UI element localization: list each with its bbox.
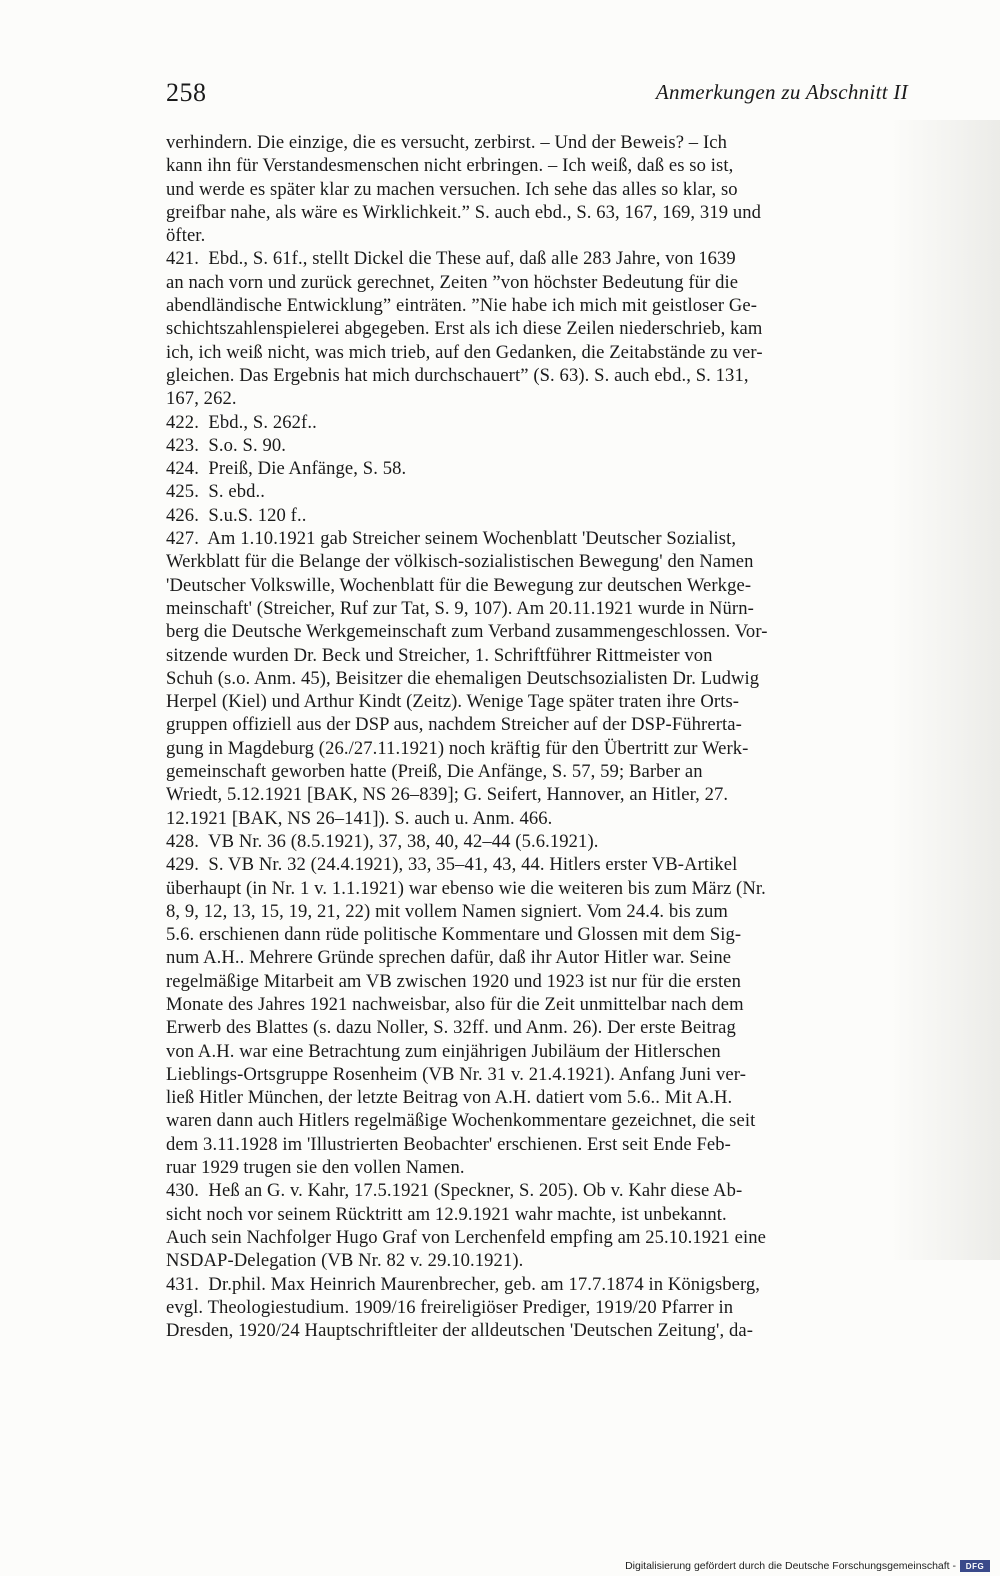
text-line: 429. S. VB Nr. 32 (24.4.1921), 33, 35–41, 43, 44. Hitlers erster VB-Artikel bbox=[166, 854, 738, 876]
text-line: Schuh (s.o. Anm. 45), Beisitzer die ehemaligen Deutschsozialisten Dr. Ludwig bbox=[166, 667, 760, 689]
text-line: ließ Hitler München, der letzte Beitrag von A.H. datiert vom 5.6.. Mit A.H. bbox=[166, 1087, 733, 1109]
dfg-logo: DFG bbox=[960, 1560, 990, 1572]
text-line: 424. Preiß, Die Anfänge, S. 58. bbox=[166, 458, 407, 480]
text-line: und werde es später klar zu machen versuchen. Ich sehe das alles so klar, so bbox=[166, 178, 738, 200]
text-line: Monate des Jahres 1921 nachweisbar, also für die Zeit unmittelbar nach dem bbox=[166, 993, 744, 1015]
text-line: 12.1921 [BAK, NS 26–141]). S. auch u. Anm. 466. bbox=[166, 807, 553, 829]
page-number: 258 bbox=[166, 78, 207, 107]
text-line: Erwerb des Blattes (s. dazu Noller, S. 32ff. und Anm. 26). Der erste Beitrag bbox=[166, 1017, 736, 1039]
text-line: 425. S. ebd.. bbox=[166, 481, 266, 503]
text-line: 428. VB Nr. 36 (8.5.1921), 37, 38, 40, 42–44 (5.6.1921). bbox=[166, 830, 599, 852]
text-line: Herpel (Kiel) und Arthur Kindt (Zeitz). Wenige Tage später traten ihre Orts- bbox=[166, 691, 740, 713]
text-line: sicht noch vor seinem Rücktritt am 12.9.1921 wahr machte, ist unbekannt. bbox=[166, 1203, 727, 1225]
text-line: 427. Am 1.10.1921 gab Streicher seinem Wochenblatt 'Deutscher Sozialist, bbox=[166, 528, 737, 550]
credit-text: Digitalisierung gefördert durch die Deutsche Forschungsgemeinschaft - bbox=[625, 1560, 956, 1572]
text-line: 421. Ebd., S. 61f., stellt Dickel die These auf, daß alle 283 Jahre, von 1639 bbox=[166, 248, 736, 270]
text-line: dem 3.11.1928 im 'Illustrierten Beobachter' erschienen. Erst seit Ende Feb- bbox=[166, 1133, 731, 1155]
text-line: regelmäßige Mitarbeit am VB zwischen 1920 und 1923 ist nur für die ersten bbox=[166, 970, 741, 992]
text-line: 426. S.u.S. 120 f.. bbox=[166, 504, 307, 526]
footer-credit bbox=[625, 1560, 990, 1572]
text-line: 8, 9, 12, 13, 15, 19, 21, 22) mit vollem Namen signiert. Vom 24.4. bis zum bbox=[166, 900, 728, 922]
text-line: kann ihn für Verstandesmenschen nicht erbringen. – Ich weiß, daß es so ist, bbox=[166, 155, 734, 177]
text-line: öfter. bbox=[166, 225, 206, 247]
text-line: überhaupt (in Nr. 1 v. 1.1.1921) war ebenso wie die weiteren bis zum März (Nr. bbox=[166, 877, 766, 899]
text-line: 431. Dr.phil. Max Heinrich Maurenbrecher, geb. am 17.7.1874 in Königsberg, bbox=[166, 1273, 761, 1295]
text-line: sitzende wurden Dr. Beck und Streicher, 1. Schriftführer Rittmeister von bbox=[166, 644, 713, 666]
text-line: verhindern. Die einzige, die es versucht, zerbirst. – Und der Beweis? – Ich bbox=[166, 132, 727, 153]
text-line: von A.H. war eine Betrachtung zum einjährigen Jubiläum der Hitlerschen bbox=[166, 1040, 721, 1062]
text-line: waren dann auch Hitlers regelmäßige Wochenkommentare gezeichnet, die seit bbox=[166, 1110, 756, 1132]
text-line: abendländische Entwicklung” einträten. ”Nie habe ich mich mit geistloser Ge- bbox=[166, 295, 758, 317]
text-line: schichtszahlenspielerei abgegeben. Erst als ich diese Zeilen niederschrieb, kam bbox=[166, 318, 763, 340]
text-line: 5.6. erschienen dann rüde politische Kommentare und Glossen mit dem Sig- bbox=[166, 924, 742, 946]
text-line: gruppen offiziell aus der DSP aus, nachdem Streicher auf der DSP-Führerta- bbox=[166, 714, 742, 736]
text-line: greifbar nahe, als wäre es Wirklichkeit.” S. auch ebd., S. 63, 167, 169, 319 und bbox=[166, 201, 762, 223]
text-line: 423. S.o. S. 90. bbox=[166, 434, 286, 456]
text-line: gemeinschaft geworben hatte (Preiß, Die Anfänge, S. 57, 59; Barber an bbox=[166, 761, 703, 783]
text-line: berg die Deutsche Werkgemeinschaft zum Verband zusammengeschlossen. Vor- bbox=[166, 621, 768, 643]
notes-body bbox=[166, 131, 908, 1342]
text-line: 430. Heß an G. v. Kahr, 17.5.1921 (Speckner, S. 205). Ob v. Kahr diese Ab- bbox=[166, 1180, 743, 1202]
text-line: ruar 1929 trugen sie den vollen Namen. bbox=[166, 1157, 465, 1179]
text-line: an nach vorn und zurück gerechnet, Zeiten ”von höchster Bedeutung für die bbox=[166, 271, 739, 293]
text-line: gleichen. Das Ergebnis hat mich durchschauert” (S. 63). S. auch ebd., S. 131, bbox=[166, 364, 749, 386]
text-line: num A.H.. Mehrere Gründe sprechen dafür, daß ihr Autor Hitler war. Seine bbox=[166, 947, 732, 969]
text-line: ich, ich weiß nicht, was mich trieb, auf den Gedanken, die Zeitabstände zu ver- bbox=[166, 341, 763, 363]
text-line: Dresden, 1920/24 Hauptschriftleiter der alldeutschen 'Deutschen Zeitung', da- bbox=[166, 1320, 754, 1342]
text-line: meinschaft' (Streicher, Ruf zur Tat, S. 9, 107). Am 20.11.1921 wurde in Nürn- bbox=[166, 597, 754, 619]
text-line: gung in Magdeburg (26./27.11.1921) noch kräftig für den Übertritt zur Werk- bbox=[166, 737, 749, 759]
text-line: 422. Ebd., S. 262f.. bbox=[166, 411, 317, 433]
text-line: Werkblatt für die Belange der völkisch-sozialistischen Bewegung' den Namen bbox=[166, 551, 754, 573]
text-line: NSDAP-Delegation (VB Nr. 82 v. 29.10.1921). bbox=[166, 1250, 524, 1272]
text-line: evgl. Theologiestudium. 1909/16 freireligiöser Prediger, 1919/20 Pfarrer in bbox=[166, 1296, 734, 1318]
running-title: Anmerkungen zu Abschnitt II bbox=[655, 80, 908, 104]
text-line: Wriedt, 5.12.1921 [BAK, NS 26–839]; G. Seifert, Hannover, an Hitler, 27. bbox=[166, 784, 729, 806]
text-line: 'Deutscher Volkswille, Wochenblatt für die Bewegung zur deutschen Werkge- bbox=[166, 574, 752, 596]
text-line: Auch sein Nachfolger Hugo Graf von Lerchenfeld empfing am 25.10.1921 eine bbox=[166, 1226, 767, 1248]
text-line: Lieblings-Ortsgruppe Rosenheim (VB Nr. 31 v. 21.4.1921). Anfang Juni ver- bbox=[166, 1063, 746, 1085]
text-line: 167, 262. bbox=[166, 388, 237, 410]
